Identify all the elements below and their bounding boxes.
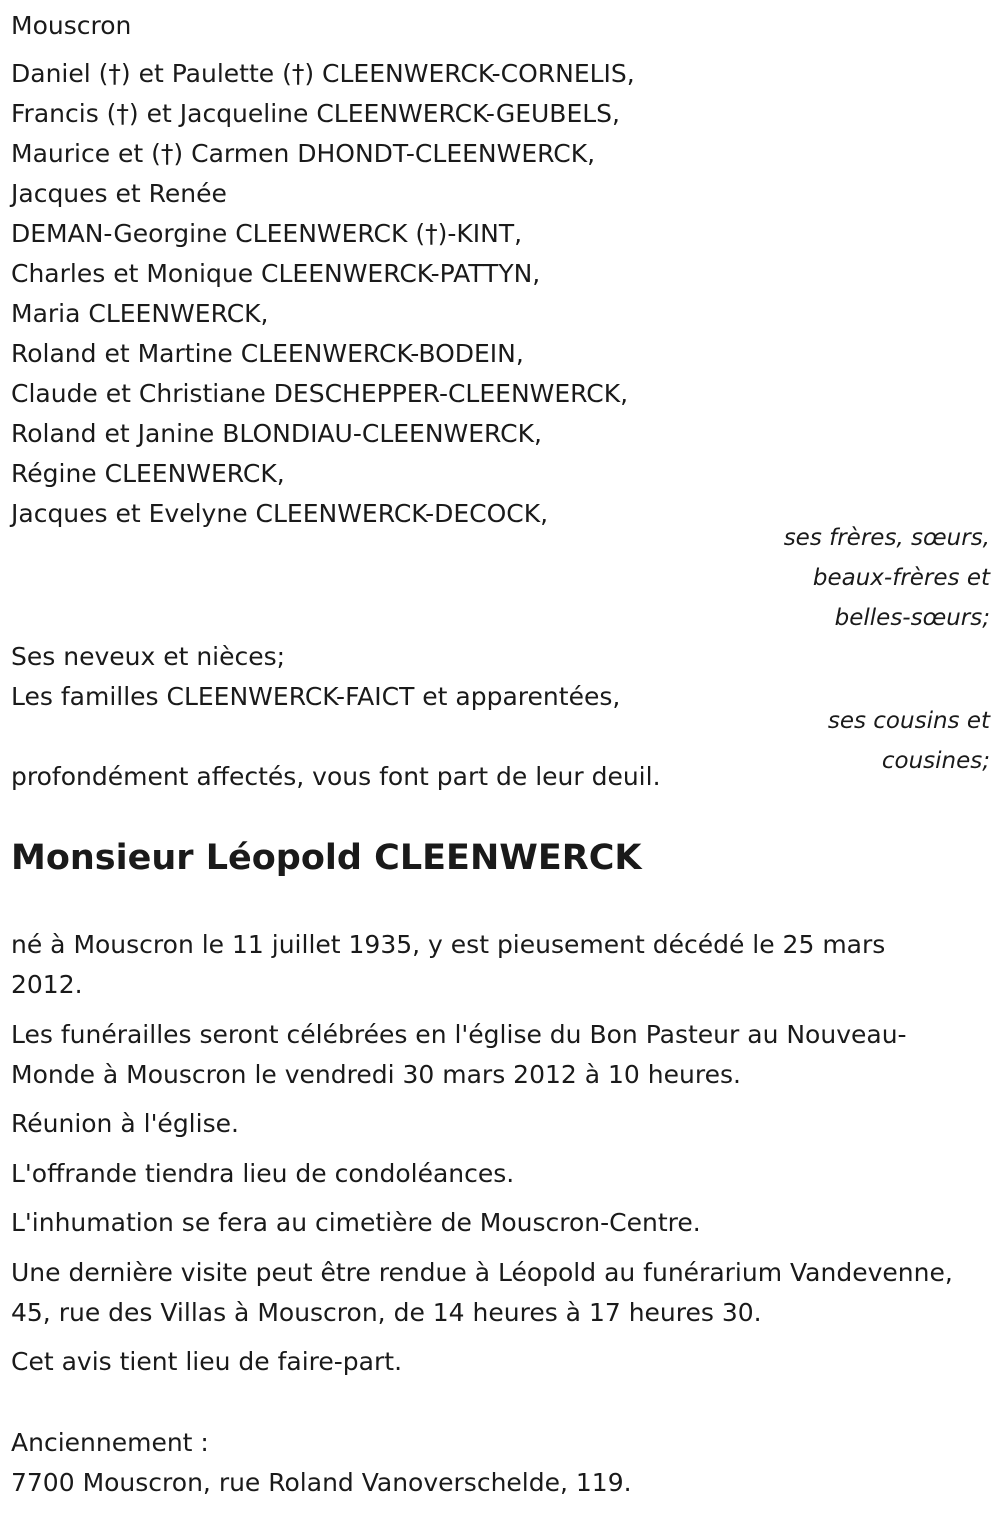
visit-paragraph: Une dernière visite peut être rendue à Léopold au funérarium Vandevenne, 45, rue des Villas à Mouscron, de 14 heures à 17 heures 30. [11,1258,953,1327]
family-line-3: Maurice et (†) Carmen DHONDT-CLEENWERCK, [11,139,596,168]
cousins-role-2: cousines; [881,748,990,774]
birth-paragraph: né à Mouscron le 11 juillet 1935, y est pieusement décédé le 25 mars 2012. [11,930,886,999]
family-line-6: Charles et Monique CLEENWERCK-PATTYN, [11,259,541,288]
former-address-value: 7700 Mouscron, rue Roland Vanoverschelde, 119. [11,1468,632,1497]
family-line-4: Jacques et Renée [11,179,227,208]
siblings-role-3: belles-sœurs; [834,605,990,631]
family-line-1: Daniel (†) et Paulette (†) CLEENWERCK-CORNELIS, [11,59,635,88]
family-line-7: Maria CLEENWERCK, [11,299,269,328]
notice-paragraph: Cet avis tient lieu de faire-part. [11,1347,403,1376]
family-line-11: Régine CLEENWERCK, [11,459,285,488]
former-address-label: Anciennement : [11,1428,209,1457]
family-line-10: Roland et Janine BLONDIAU-CLEENWERCK, [11,419,542,448]
family-line-2: Francis (†) et Jacqueline CLEENWERCK-GEUBELS, [11,99,620,128]
burial-paragraph: L'inhumation se fera au cimetière de Mouscron-Centre. [11,1208,701,1237]
nephews-line: Ses neveux et nièces; [11,642,286,671]
family-line-9: Claude et Christiane DESCHEPPER-CLEENWERCK, [11,379,629,408]
location-header: Mouscron [11,11,132,40]
family-line-5: DEMAN-Georgine CLEENWERCK (†)-KINT, [11,219,523,248]
funeral-paragraph: Les funérailles seront célébrées en l'église du Bon Pasteur au Nouveau-Monde à Mouscron le vendredi 30 mars 2012 à 10 heures. [11,1020,907,1089]
family-line-12: Jacques et Evelyne CLEENWERCK-DECOCK, [11,499,549,528]
families-line: Les familles CLEENWERCK-FAICT et apparentées, [11,682,621,711]
meeting-paragraph: Réunion à l'église. [11,1109,239,1138]
family-line-8: Roland et Martine CLEENWERCK-BODEIN, [11,339,524,368]
siblings-role-2: beaux-frères et [812,565,990,591]
siblings-role-1: ses frères, sœurs, [783,525,990,551]
cousins-role-1: ses cousins et [827,708,990,734]
deceased-name-heading: Monsieur Léopold CLEENWERCK [11,838,642,878]
offering-paragraph: L'offrande tiendra lieu de condoléances. [11,1159,515,1188]
announcement-line: profondément affectés, vous font part de leur deuil. [11,762,661,791]
